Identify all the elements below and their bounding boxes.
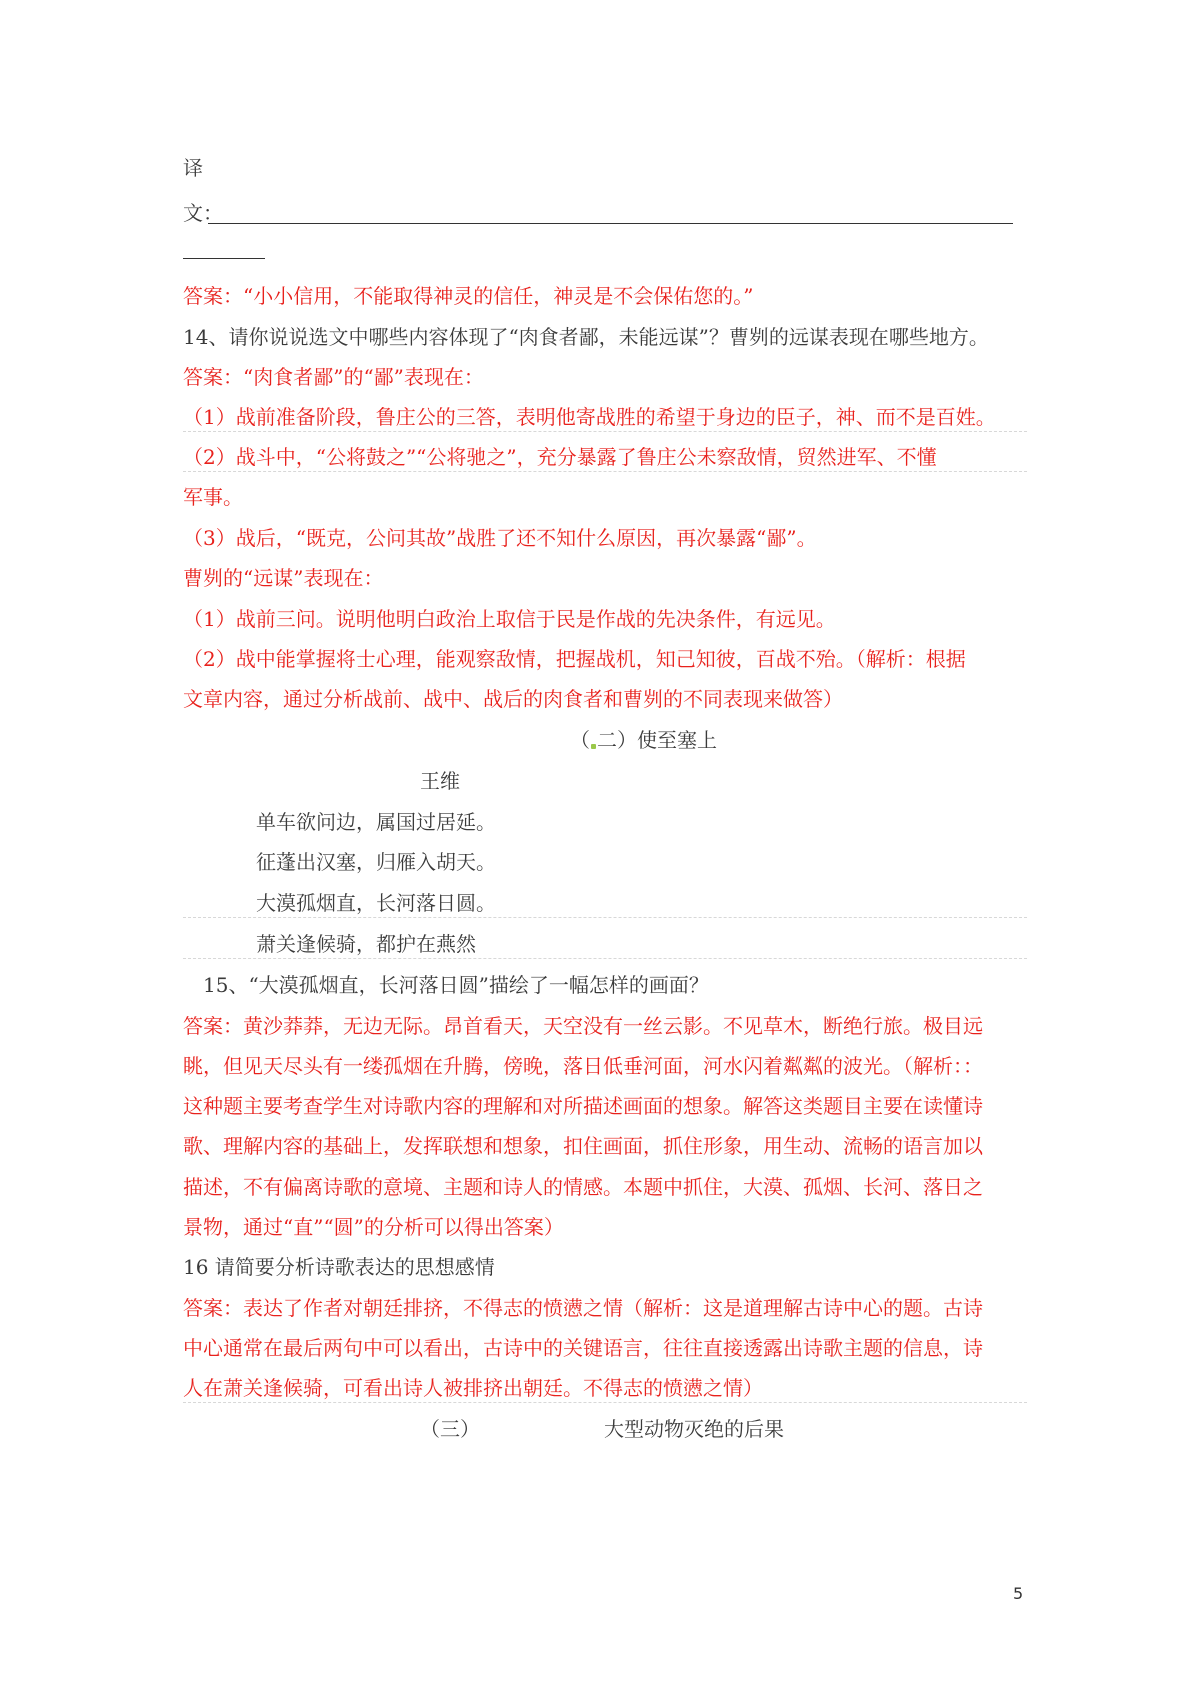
q13-answer: 答案：“小小信用，不能取得神灵的信任，神灵是不会保佑您的。” xyxy=(183,284,754,308)
q14-point-1: （1）战前准备阶段，鲁庄公的三答，表明他寄战胜的希望于身边的臣子，神、而不是百姓。 xyxy=(183,403,1027,432)
poem-line-4: 萧关逢候骑，都护在燕然 xyxy=(256,932,476,956)
q16-question: 16 请简要分析诗歌表达的思想感情 xyxy=(183,1255,495,1279)
q14-question: 14、请你说说选文中哪些内容体现了“肉食者鄙，未能远谋”？曹刿的远谋表现在哪些地方。 xyxy=(183,325,989,349)
q15-answer-line-6: 景物，通过“直”“圆”的分析可以得出答案） xyxy=(183,1215,564,1239)
q15-answer-line-4: 歌、理解内容的基础上，发挥联想和想象，扣住画面，抓住形象，用生动、流畅的语言加以 xyxy=(183,1134,983,1158)
q14-point-2a: （2）战斗中，“公将鼓之”“公将驰之”，充分暴露了鲁庄公未察敌情，贸然进军、不懂 xyxy=(183,443,1027,472)
cao-gui-point-1: （1）战前三问。说明他明白政治上取信于民是作战的先决条件，有远见。 xyxy=(183,607,836,631)
translation-label-1: 译 xyxy=(183,156,203,180)
cao-gui-point-2a: （2）战中能掌握将士心理，能观察敌情，把握战机，知己知彼，百战不殆。（解析：根据 xyxy=(183,647,966,671)
poem-heading-open: （ xyxy=(570,728,590,752)
q16-answer-line-1: 答案：表达了作者对朝廷排挤，不得志的愤懑之情（解析：这是道理解古诗中心的题。古诗 xyxy=(183,1296,983,1320)
poem-author: 王维 xyxy=(420,769,460,793)
q16-answer-line-3: 人在萧关逢候骑，可看出诗人被排挤出朝廷。不得志的愤懑之情） xyxy=(183,1374,1027,1403)
poem-line-3: 大漠孤烟直，长河落日圆。 xyxy=(256,891,496,915)
q14-point-2b: 军事。 xyxy=(183,485,243,509)
q15-answer-line-2: 眺，但见天尽头有一缕孤烟在升腾，傍晚，落日低垂河面，河水闪着粼粼的波光。（解析：： xyxy=(183,1054,983,1078)
poem-divider-2 xyxy=(183,930,1027,959)
cao-gui-head: 曹刿的“远谋”表现在： xyxy=(183,566,384,590)
poem-line-1: 单车欲问边，属国过居延。 xyxy=(256,810,496,834)
section3-number: （三） xyxy=(420,1417,480,1441)
page-number: 5 xyxy=(1013,1584,1024,1603)
section3-title: 大型动物灭绝的后果 xyxy=(604,1417,784,1441)
q15-answer-line-1: 答案：黄沙莽莽，无边无际。昂首看天，天空没有一丝云影。不见草木，断绝行旅。极目远 xyxy=(183,1014,983,1038)
q14-answer-head: 答案：“肉食者鄙”的“鄙”表现在： xyxy=(183,365,484,389)
translation-blank-line xyxy=(208,223,1013,224)
q15-question: 15、“大漠孤烟直，长河落日圆”描绘了一幅怎样的画面？ xyxy=(203,973,709,997)
translation-blank-line-2 xyxy=(183,258,265,259)
q14-point-3: （3）战后，“既克，公问其故”战胜了还不知什么原因，再次暴露“鄙”。 xyxy=(183,526,817,550)
poem-line-2: 征蓬出汉塞，归雁入胡天。 xyxy=(256,850,496,874)
q15-answer-line-5: 描述，不有偏离诗歌的意境、主题和诗人的情感。本题中抓住，大漠、孤烟、长河、落日之 xyxy=(183,1175,983,1199)
poem-heading xyxy=(570,726,870,754)
q16-answer-line-2: 中心通常在最后两句中可以看出，古诗中的关键语言，往往直接透露出诗歌主题的信息，诗 xyxy=(183,1336,983,1360)
poem-divider xyxy=(183,889,1027,918)
cao-gui-point-2b: 文章内容，通过分析战前、战中、战后的肉食者和曹刿的不同表现来做答） xyxy=(183,687,843,711)
translation-label-2: 文： xyxy=(183,201,223,225)
poem-heading-title: 二）使至塞上 xyxy=(597,728,717,752)
q15-answer-line-3: 这种题主要考查学生对诗歌内容的理解和对所描述画面的想象。解答这类题目主要在读懂诗 xyxy=(183,1094,983,1118)
green-dot-mark xyxy=(591,744,596,749)
